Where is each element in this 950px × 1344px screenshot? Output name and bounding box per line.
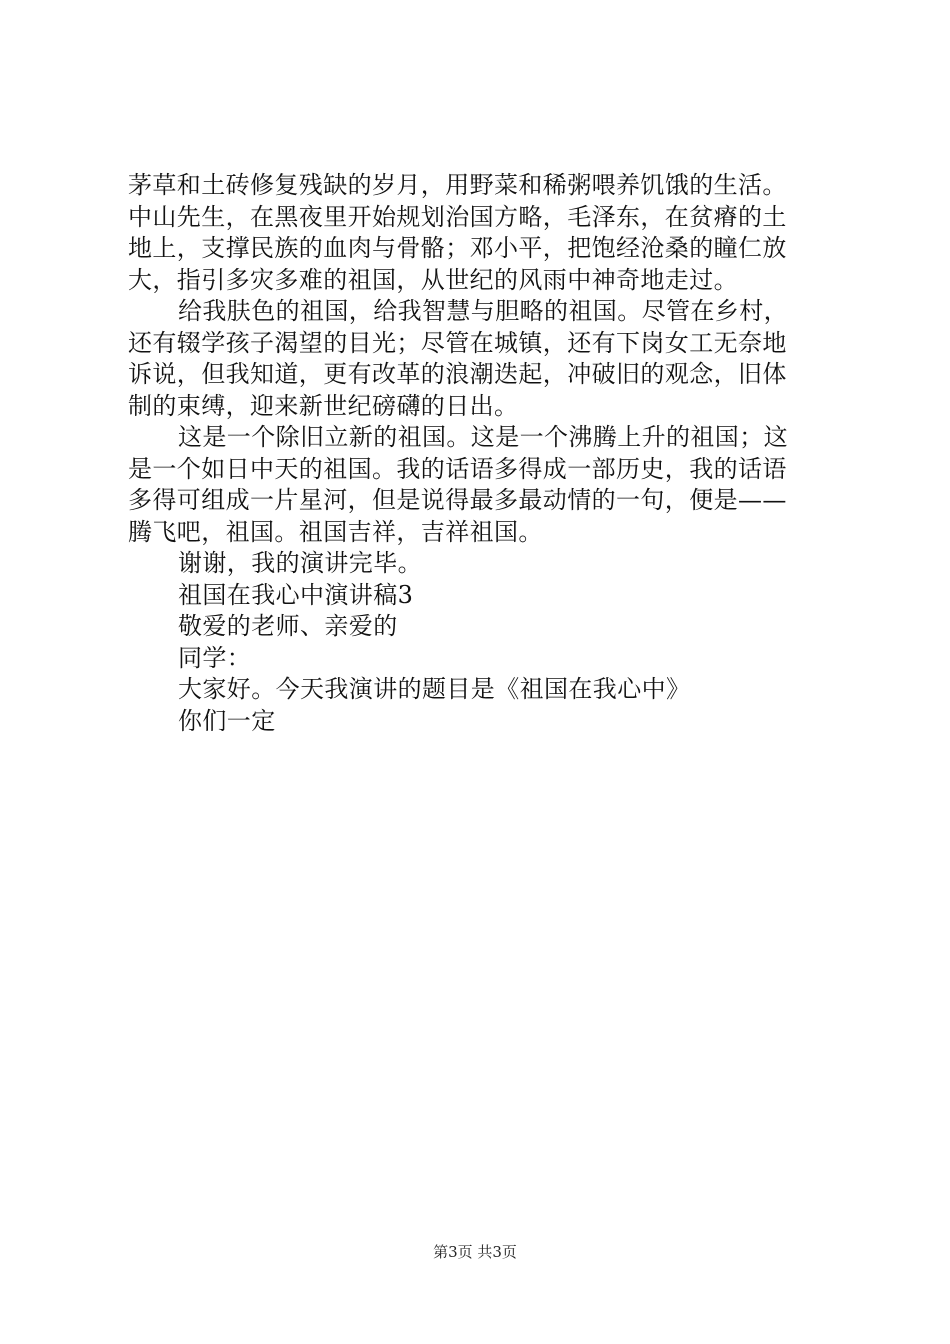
text-line: 制的束缚，迎来新世纪磅礴的日出。 [128,391,519,420]
text-line: 地上，支撑民族的血肉与骨骼；邓小平，把饱经沧桑的瞳仁放 [128,234,787,262]
salutation-line: 同学： [178,643,252,672]
salutation-line: 敬爱的老师、亲爱的 [178,612,398,640]
section-title: 祖国在我心中演讲稿3 [178,580,414,609]
paragraph-first-line: 大家好。今天我演讲的题目是《祖国在我心中》 [178,675,691,703]
text-line: 诉说，但我知道，更有改革的浪潮迭起，冲破旧的观念，旧体 [128,360,787,388]
text-line: 中山先生，在黑夜里开始规划治国方略，毛泽东，在贫瘠的土 [128,202,787,231]
text-line: 茅草和土砖修复残缺的岁月，用野菜和稀粥喂养饥饿的生活。 [128,171,787,199]
paragraph-first-line: 给我肤色的祖国，给我智慧与胆略的祖国。尽管在乡村， [178,297,788,325]
paragraph-first-line: 谢谢，我的演讲完毕。 [178,549,422,577]
paragraph-first-line: 这是一个除旧立新的祖国。这是一个沸腾上升的祖国；这 [178,423,788,451]
page-footer: 第3页 共3页 [433,1243,517,1261]
text-line: 是一个如日中天的祖国。我的话语多得成一部历史，我的话语 [128,454,787,483]
paragraph-first-line: 你们一定 [178,706,276,735]
text-line: 多得可组成一片星河，但是说得最多最动情的一句，便是—— [128,486,787,514]
text-line: 腾飞吧，祖国。祖国吉祥，吉祥祖国。 [128,517,543,546]
text-line: 大，指引多灾多难的祖国，从世纪的风雨中神奇地走过。 [128,265,738,294]
document-body [128,170,828,737]
text-line: 还有辍学孩子渴望的目光；尽管在城镇，还有下岗女工无奈地 [128,328,787,357]
